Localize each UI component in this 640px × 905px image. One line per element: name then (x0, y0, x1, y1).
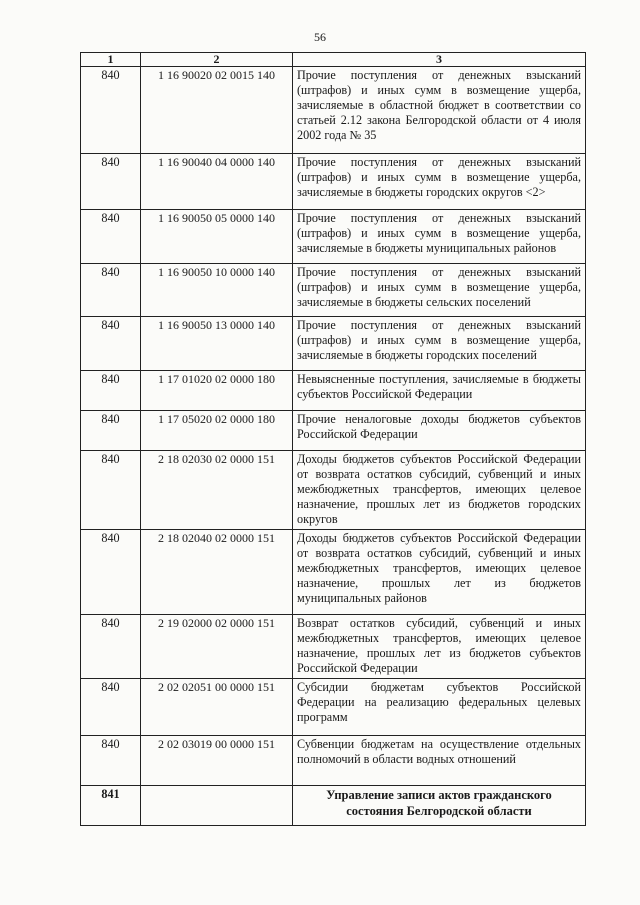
revenue-name-cell: Прочие поступления от денежных взысканий (штрафов) и иных сумм в возмещение ущерба, зачисляемые в бюджеты муниципальных районов (293, 210, 586, 264)
revenue-code-table (80, 52, 586, 826)
admin-code-cell: 840 (81, 210, 141, 264)
admin-code-cell: 840 (81, 371, 141, 411)
budget-code-cell: 2 02 02051 00 0000 151 (141, 679, 293, 736)
table-row (81, 317, 586, 371)
column-header-2: 2 (141, 53, 293, 67)
section-header-row (81, 786, 586, 826)
table-row (81, 264, 586, 317)
budget-code-cell: 1 16 90050 05 0000 140 (141, 210, 293, 264)
page-number: 56 (314, 30, 326, 44)
budget-code-cell: 1 16 90050 13 0000 140 (141, 317, 293, 371)
table-row (81, 411, 586, 451)
table-header-row (81, 53, 586, 67)
table-row (81, 736, 586, 786)
revenue-name-cell: Субсидии бюджетам субъектов Российской Федерации на реализацию федеральных целевых программ (293, 679, 586, 736)
budget-code-cell: 1 17 01020 02 0000 180 (141, 371, 293, 411)
admin-code-cell: 840 (81, 67, 141, 154)
revenue-name-cell: Прочие поступления от денежных взысканий (штрафов) и иных сумм в возмещение ущерба, зачисляемые в бюджеты сельских поселений (293, 264, 586, 317)
table-row (81, 67, 586, 154)
table-row (81, 679, 586, 736)
table-row (81, 154, 586, 210)
section-empty-cell (141, 786, 293, 826)
budget-code-cell: 2 18 02040 02 0000 151 (141, 530, 293, 615)
budget-code-cell: 2 19 02000 02 0000 151 (141, 615, 293, 679)
admin-code-cell: 840 (81, 679, 141, 736)
column-header-3: 3 (293, 53, 586, 67)
budget-code-cell: 1 16 90050 10 0000 140 (141, 264, 293, 317)
admin-code-cell: 840 (81, 264, 141, 317)
admin-code-cell: 840 (81, 411, 141, 451)
section-title-cell (293, 786, 586, 826)
table-row (81, 530, 586, 615)
budget-code-cell: 1 16 90020 02 0015 140 (141, 67, 293, 154)
table-row (81, 371, 586, 411)
admin-code-cell: 840 (81, 451, 141, 530)
admin-code-cell: 840 (81, 317, 141, 371)
revenue-name-cell: Прочие поступления от денежных взысканий (штрафов) и иных сумм в возмещение ущерба, зачисляемые в областной бюджет в соответствии со статьей 2.12 закона Белгородской области от 4 июля 2002 года № 35 (293, 67, 586, 154)
revenue-name-cell: Доходы бюджетов субъектов Российской Федерации от возврата остатков субсидий, субвенций и иных межбюджетных трансфертов, имеющих целевое назначение, прошлых лет из бюджетов муниципальных районов (293, 530, 586, 615)
table-row (81, 451, 586, 530)
revenue-name-cell: Прочие поступления от денежных взысканий (штрафов) и иных сумм в возмещение ущерба, зачисляемые в бюджеты городских поселений (293, 317, 586, 371)
revenue-name-cell: Субвенции бюджетам на осуществление отдельных полномочий в области водных отношений (293, 736, 586, 786)
admin-code-cell: 840 (81, 615, 141, 679)
section-title-line-2: состояния Белгородской области (346, 804, 532, 818)
table-row (81, 615, 586, 679)
revenue-name-cell: Невыясненные поступления, зачисляемые в бюджеты субъектов Российской Федерации (293, 371, 586, 411)
revenue-name-cell: Возврат остатков субсидий, субвенций и иных межбюджетных трансфертов, имеющих целевое назначение, прошлых лет из бюджетов субъектов Российской Федерации (293, 615, 586, 679)
budget-code-cell: 2 02 03019 00 0000 151 (141, 736, 293, 786)
budget-code-cell: 2 18 02030 02 0000 151 (141, 451, 293, 530)
revenue-name-cell: Доходы бюджетов субъектов Российской Федерации от возврата остатков субсидий, субвенций и иных межбюджетных трансфертов, имеющих целевое назначение, прошлых лет из бюджетов городских округов (293, 451, 586, 530)
column-header-1: 1 (81, 53, 141, 67)
section-title-line-1: Управление записи актов гражданского (326, 788, 552, 802)
budget-code-cell: 1 16 90040 04 0000 140 (141, 154, 293, 210)
section-code-cell: 841 (81, 786, 141, 826)
admin-code-cell: 840 (81, 736, 141, 786)
revenue-name-cell: Прочие неналоговые доходы бюджетов субъектов Российской Федерации (293, 411, 586, 451)
budget-code-cell: 1 17 05020 02 0000 180 (141, 411, 293, 451)
admin-code-cell: 840 (81, 530, 141, 615)
table-row (81, 210, 586, 264)
revenue-name-cell: Прочие поступления от денежных взысканий (штрафов) и иных сумм в возмещение ущерба, зачисляемые в бюджеты городских округов <2> (293, 154, 586, 210)
admin-code-cell: 840 (81, 154, 141, 210)
